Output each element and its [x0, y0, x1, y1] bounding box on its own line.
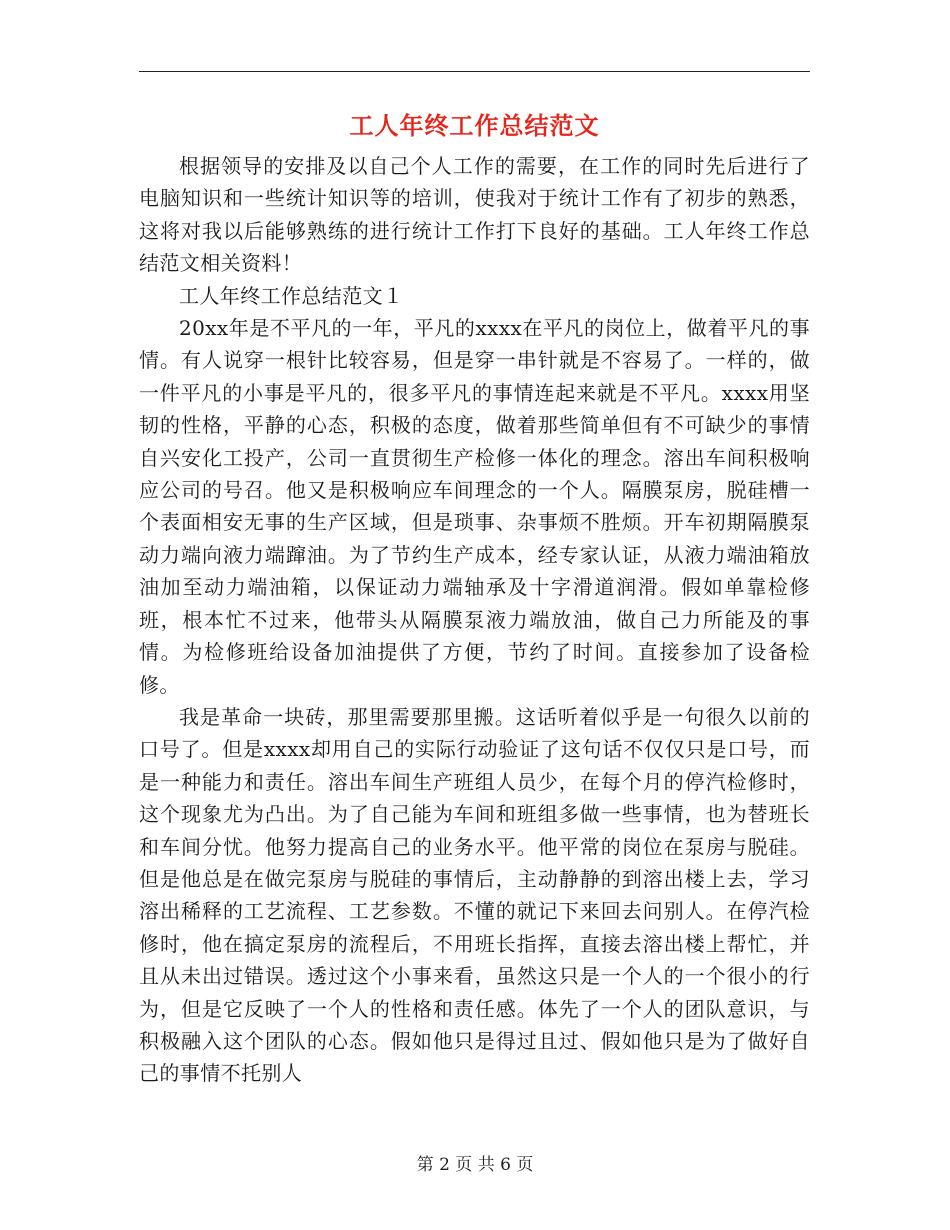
paragraph-intro: 根据领导的安排及以自己个人工作的需要，在工作的同时先后进行了电脑知识和一些统计知识等的培训，使我对于统计工作有了初步的熟悉，这将对我以后能够熟练的进行统计工作打下良好的基础。工人年终工作总结范文相关资料！: [139, 154, 810, 276]
paragraph-body-1: 20xx年是不平凡的一年，平凡的xxxx在平凡的岗位上，做着平凡的事情。有人说穿一根针比较容易，但是穿一串针就是不容易了。一样的，做一件平凡的小事是平凡的，很多平凡的事情连起来就是不平凡。xxxx用坚韧的性格，平静的心态，积极的态度，做着那些简单但有不可缺少的事情 自兴安化工投产，公司一直贯彻生产检修一体化的理念。溶出车间积极响应公司的号召。他又是积极响应车间理念的一个人。隔膜泵房，脱硅槽一个表面相安无事的生产区域，但是琐事、杂事烦不胜烦。开车初期隔膜泵动力端向液力端蹿油。为了节约生产成本，经专家认证，从液力端油箱放油加至动力端油箱，以保证动力端轴承及十字滑道润滑。假如单靠检修班，根本忙不过来，他带头从隔膜泵液力端放油，做自己力所能及的事情。为检修班给设备加油提供了方便，节约了时间。直接参加了设备检修。: [139, 316, 810, 697]
section-heading: 工人年终工作总结范文１: [179, 283, 404, 308]
paragraph-body-2: 我是革命一块砖，那里需要那里搬。这话听着似乎是一句很久以前的口号了。但是xxxx却用自己的实际行动验证了这句话不仅仅只是口号，而是一种能力和责任。溶出车间生产班组人员少，在每个月的停汽检修时，这个现象尤为凸出。为了自己能为车间和班组多做一些事情，也为替班长和车间分忧。他努力提高自己的业务水平。他平常的岗位在泵房与脱硅。但是他总是在做完泵房与脱硅的事情后，主动静静的到溶出楼上去，学习溶出稀释的工艺流程、工艺参数。不懂的就记下来回去问别人。在停汽检修时，他在搞定泵房的流程后，不用班长指挥，直接去溶出楼上帮忙，并且从未出过错误。透过这个小事来看，虽然这只是一个人的一个很小的行为，但是它反映了一个人的性格和责任感。体先了一个人的团队意识，与积极融入这个团队的心态。假如他只是得过且过、假如他只是为了做好自己的事情不托别人: [139, 704, 810, 1086]
document-body: [139, 150, 810, 1090]
page-footer: [0, 1152, 950, 1178]
header-rule: [139, 71, 810, 72]
page-number: 第 2 页 共 6 页: [416, 1155, 534, 1175]
document-title: 工人年终工作总结范文: [349, 111, 600, 140]
